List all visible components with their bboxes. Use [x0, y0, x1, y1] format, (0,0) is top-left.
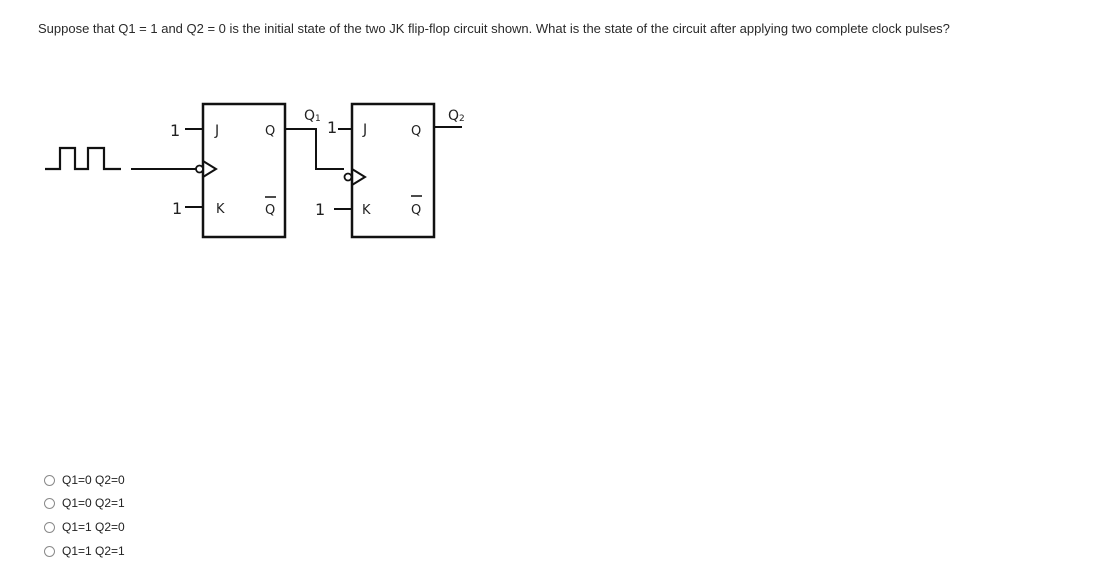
ff1-clock-bubble — [196, 166, 203, 173]
q2-output-label: Q2 — [448, 108, 465, 124]
question-text: Suppose that Q1 = 1 and Q2 = 0 is the initial state of the two JK flip-flop circuit shown. What is the state of the circuit after applying two complete clock pulses? — [38, 21, 950, 36]
ff1-j-label: J — [215, 123, 220, 139]
ff2-qbar-label: Q — [411, 203, 422, 218]
radio-button[interactable] — [44, 475, 55, 486]
clock-pulse-symbol — [45, 148, 121, 169]
q1-output-label: Q1 — [304, 108, 321, 124]
radio-button[interactable] — [44, 546, 55, 557]
ff1-j-input-value: 1 — [170, 121, 181, 140]
radio-button[interactable] — [44, 498, 55, 509]
ff2-j-label: J — [363, 122, 368, 138]
ff1-clock-triangle — [203, 161, 216, 177]
option-label: Q1=1 Q2=0 — [62, 520, 125, 534]
ff2-k-input-value: 1 — [315, 200, 326, 219]
ff1-k-input-value: 1 — [172, 199, 183, 218]
radio-button[interactable] — [44, 522, 55, 533]
answer-option-1[interactable] — [44, 471, 125, 489]
answer-option-3[interactable] — [44, 518, 125, 536]
ff1-qbar-label: Q — [265, 203, 276, 218]
answer-option-2[interactable] — [44, 494, 125, 512]
ff1-k-label: K — [216, 202, 225, 217]
ff2-clock-triangle — [352, 169, 365, 185]
ff2-j-input-value: 1 — [327, 118, 338, 137]
answer-option-4[interactable] — [44, 542, 125, 560]
option-label: Q1=1 Q2=1 — [62, 544, 125, 558]
ff2-k-label: K — [362, 203, 371, 218]
option-label: Q1=0 Q2=0 — [62, 473, 125, 487]
option-label: Q1=0 Q2=1 — [62, 496, 125, 510]
ff2-q-label: Q — [411, 124, 422, 139]
ff1-q-label: Q — [265, 124, 276, 139]
ff2-clock-bubble — [345, 174, 352, 181]
